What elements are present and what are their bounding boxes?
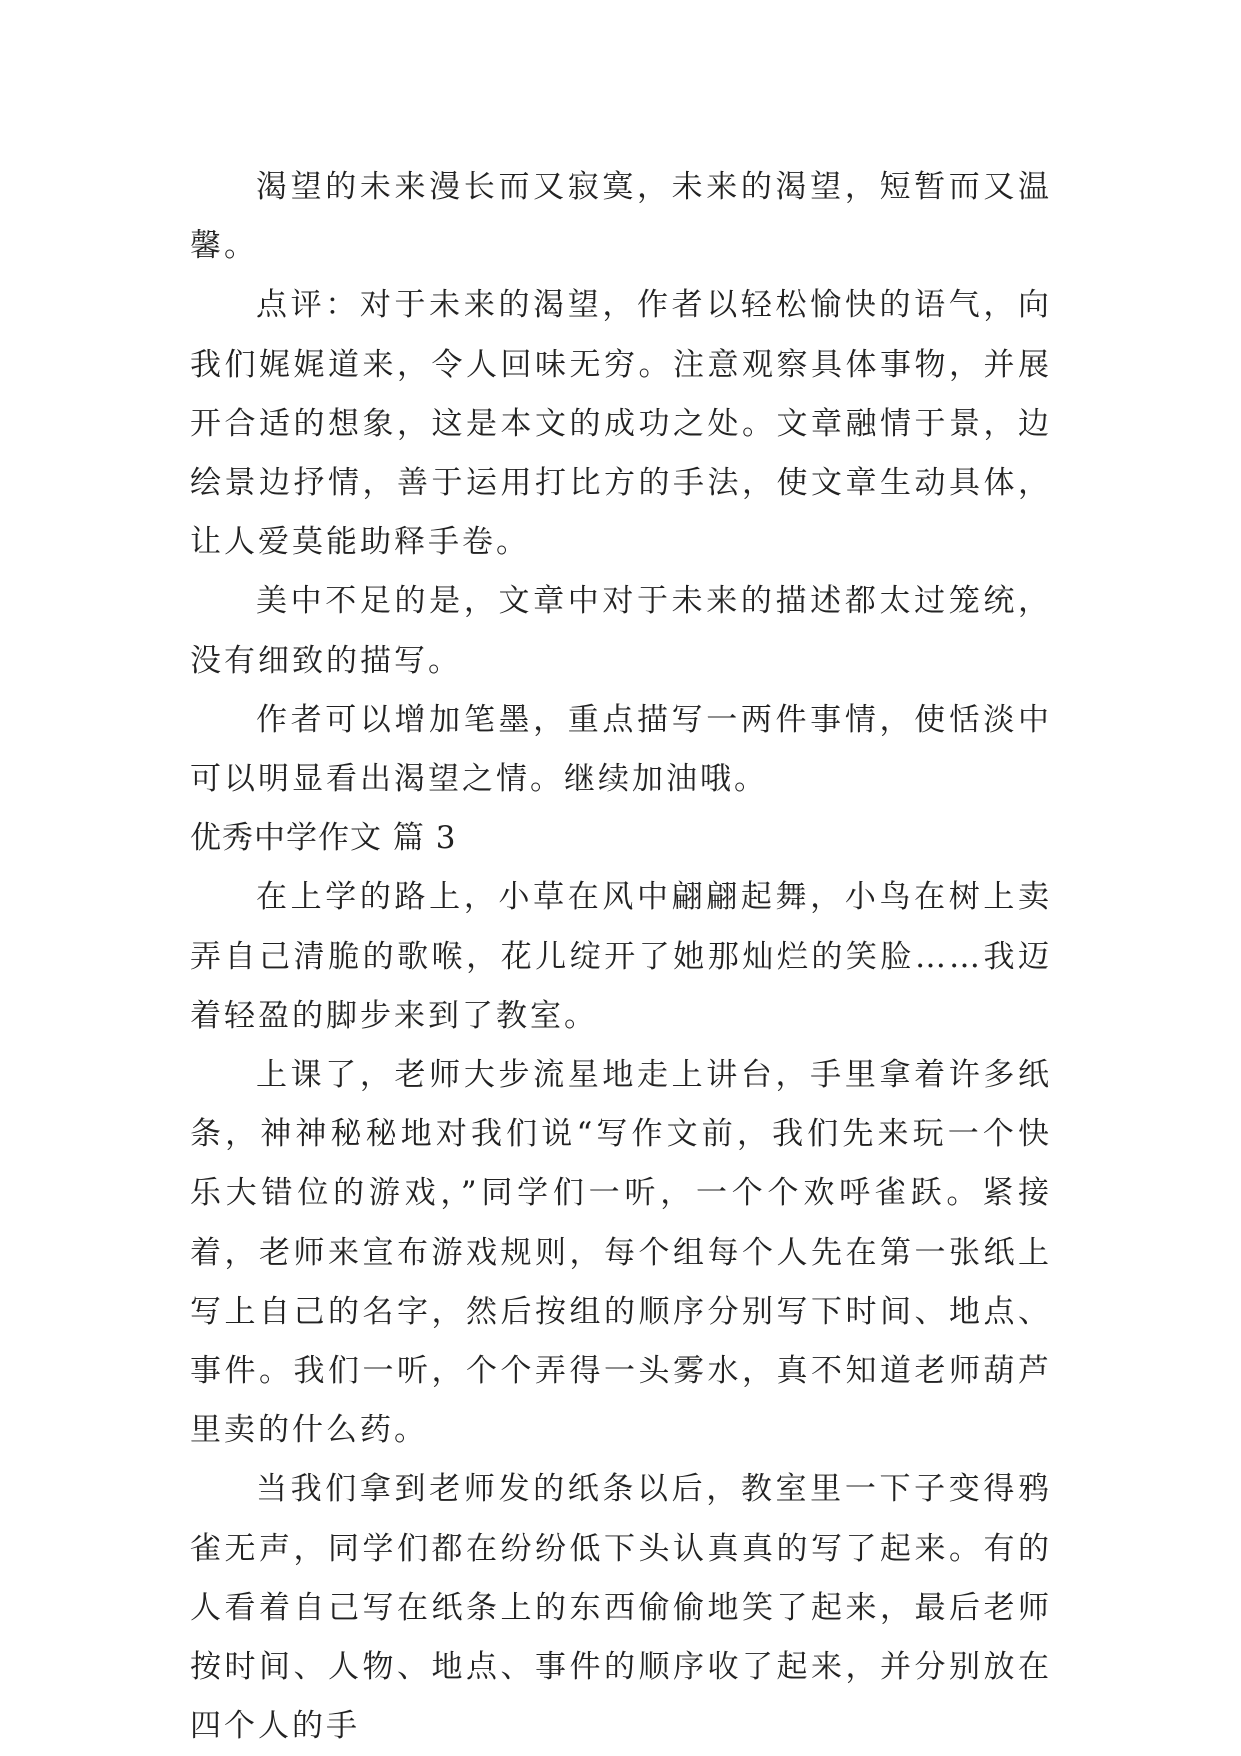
paragraph-5: 在上学的路上，小草在风中翩翩起舞，小鸟在树上卖弄自己清脆的歌喉，花儿绽开了她那灿烂的笑脸……我迈着轻盈的脚步来到了教室。 [190, 879, 1052, 1034]
paragraph-4: 作者可以增加笔墨，重点描写一两件事情，使恬淡中可以明显看出渴望之情。继续加油哦。 [190, 701, 1052, 798]
paragraph-7: 当我们拿到老师发的纸条以后，教室里一下子变得鸦雀无声，同学们都在纷纷低下头认真真的写了起来。有的人看着自己写在纸条上的东西偷偷地笑了起来，最后老师按时间、人物、地点、事件的顺序收了起来，并分别放在四个人的手 [190, 1471, 1052, 1745]
document-body [190, 158, 1052, 1756]
paragraph-1: 渴望的未来漫长而又寂寞，未来的渴望，短暂而又温馨。 [190, 169, 1052, 265]
paragraph-6: 上课了，老师大步流星地走上讲台，手里拿着许多纸条，神神秘秘地对我们说“写作文前，我们先来玩一个快乐大错位的游戏，”同学们一听，一个个欢呼雀跃。紧接着，老师来宣布游戏规则，每个组每个人先在第一张纸上写上自己的名字，然后按组的顺序分别写下时间、地点、事件。我们一听，个个弄得一头雾水，真不知道老师葫芦里卖的什么药。 [190, 1057, 1052, 1449]
paragraph-3: 美中不足的是，文章中对于未来的描述都太过笼统，没有细致的描写。 [190, 583, 1052, 679]
section-heading: 优秀中学作文 篇 3 [190, 820, 457, 857]
paragraph-2: 点评：对于未来的渴望，作者以轻松愉快的语气，向我们娓娓道来，令人回味无穷。注意观察具体事物，并展开合适的想象，这是本文的成功之处。文章融情于景，边绘景边抒情，善于运用打比方的手法，使文章生动具体，让人爱莫能助释手卷。 [190, 287, 1052, 561]
